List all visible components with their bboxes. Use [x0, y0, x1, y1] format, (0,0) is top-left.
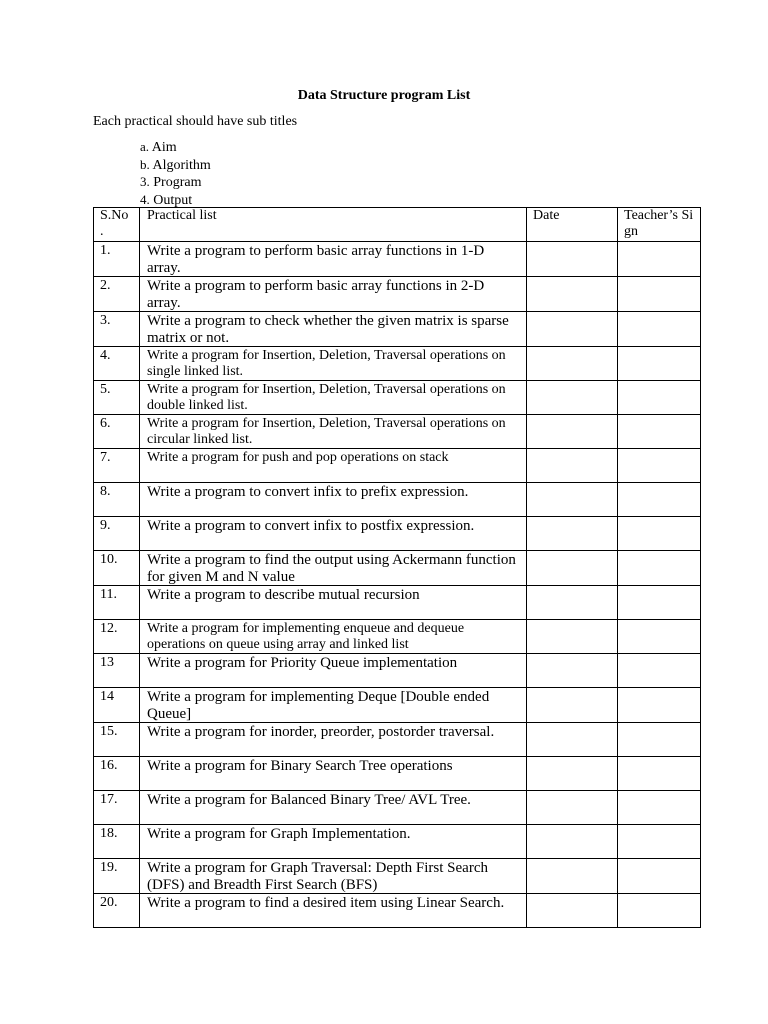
- row-practical: Write a program for implementing enqueue and dequeue operations on queue using array and linked list: [140, 620, 527, 654]
- row-sno: 1.: [94, 242, 140, 277]
- row-practical: Write a program for Binary Search Tree operations: [140, 757, 527, 791]
- row-date-cell: [527, 347, 618, 381]
- row-sign-cell: [618, 586, 701, 620]
- subtitle-marker: b.: [140, 156, 150, 172]
- row-date-cell: [527, 381, 618, 415]
- row-practical: Write a program for Priority Queue implementation: [140, 654, 527, 688]
- header-practical-list: Practical list: [140, 208, 527, 242]
- table-row: [94, 242, 701, 277]
- subtitle-item: [140, 157, 211, 175]
- row-sign-cell: [618, 654, 701, 688]
- row-practical: Write a program for Insertion, Deletion, Traversal operations on circular linked list.: [140, 415, 527, 449]
- row-sno: 10.: [94, 551, 140, 586]
- subtitle-item: [140, 139, 211, 157]
- table-row: [94, 517, 701, 551]
- subtitle-marker: 4.: [140, 192, 150, 208]
- row-date-cell: [527, 312, 618, 347]
- row-sno: 8.: [94, 483, 140, 517]
- row-practical: Write a program to perform basic array functions in 2-D array.: [140, 277, 527, 312]
- table-row: [94, 825, 701, 859]
- subtitle-marker: a.: [140, 139, 150, 154]
- row-sign-cell: [618, 277, 701, 312]
- row-practical: Write a program for push and pop operations on stack: [140, 449, 527, 483]
- row-date-cell: [527, 688, 618, 723]
- row-sign-cell: [618, 723, 701, 757]
- subtitle-marker: 3.: [140, 174, 150, 190]
- header-date: Date: [527, 208, 618, 242]
- table-header-row: [94, 208, 701, 242]
- row-sign-cell: [618, 381, 701, 415]
- row-sno: 14: [94, 688, 140, 723]
- row-practical: Write a program for Graph Implementation.: [140, 825, 527, 859]
- row-practical: Write a program to find a desired item using Linear Search.: [140, 894, 527, 928]
- row-practical: Write a program for Insertion, Deletion, Traversal operations on single linked list.: [140, 347, 527, 381]
- row-sno: 2.: [94, 277, 140, 312]
- row-practical: Write a program to find the output using Ackermann function for given M and N value: [140, 551, 527, 586]
- row-sign-cell: [618, 620, 701, 654]
- row-practical: Write a program for implementing Deque [Double ended Queue]: [140, 688, 527, 723]
- row-date-cell: [527, 415, 618, 449]
- row-sign-cell: [618, 688, 701, 723]
- row-date-cell: [527, 620, 618, 654]
- row-date-cell: [527, 517, 618, 551]
- practical-list-table: [93, 207, 701, 928]
- row-sign-cell: [618, 551, 701, 586]
- table-row: [94, 791, 701, 825]
- subtitle-text: Aim: [151, 140, 177, 155]
- table-row: [94, 381, 701, 415]
- row-date-cell: [527, 894, 618, 928]
- row-sno: 20.: [94, 894, 140, 928]
- row-sno: 19.: [94, 859, 140, 894]
- row-sno: 18.: [94, 825, 140, 859]
- row-practical: Write a program for Insertion, Deletion, Traversal operations on double linked list.: [140, 381, 527, 415]
- row-sno: 13: [94, 654, 140, 688]
- row-practical: Write a program to perform basic array functions in 1-D array.: [140, 242, 527, 277]
- row-date-cell: [527, 483, 618, 517]
- row-sno: 12.: [94, 620, 140, 654]
- table-row: [94, 859, 701, 894]
- row-practical: Write a program for Balanced Binary Tree/ AVL Tree.: [140, 791, 527, 825]
- row-sno: 5.: [94, 381, 140, 415]
- subtitle-text: Program: [153, 175, 202, 191]
- row-sign-cell: [618, 517, 701, 551]
- header-teacher-sign: Teacher’s Sign: [618, 208, 701, 242]
- row-sign-cell: [618, 825, 701, 859]
- header-sno: S.No .: [94, 208, 140, 242]
- row-sno: 9.: [94, 517, 140, 551]
- subtitle-text: Algorithm: [152, 157, 211, 173]
- table-row: [94, 449, 701, 483]
- row-practical: Write a program for Graph Traversal: Depth First Search (DFS) and Breadth First Search (BFS): [140, 859, 527, 894]
- table-row: [94, 586, 701, 620]
- row-date-cell: [527, 757, 618, 791]
- table-row: [94, 654, 701, 688]
- row-practical: Write a program to convert infix to postfix expression.: [140, 517, 527, 551]
- row-sign-cell: [618, 757, 701, 791]
- table-row: [94, 483, 701, 517]
- row-sign-cell: [618, 312, 701, 347]
- row-date-cell: [527, 277, 618, 312]
- row-sign-cell: [618, 483, 701, 517]
- table-row: [94, 688, 701, 723]
- table-row: [94, 551, 701, 586]
- row-sno: 16.: [94, 757, 140, 791]
- row-practical: Write a program to check whether the given matrix is sparse matrix or not.: [140, 312, 527, 347]
- row-sign-cell: [618, 859, 701, 894]
- row-sign-cell: [618, 449, 701, 483]
- intro-text: Each practical should have sub titles: [93, 114, 298, 129]
- table-row: [94, 312, 701, 347]
- row-sign-cell: [618, 415, 701, 449]
- row-date-cell: [527, 723, 618, 757]
- row-sign-cell: [618, 347, 701, 381]
- row-practical: Write a program for inorder, preorder, postorder traversal.: [140, 723, 527, 757]
- row-date-cell: [527, 551, 618, 586]
- row-date-cell: [527, 586, 618, 620]
- row-sign-cell: [618, 242, 701, 277]
- row-date-cell: [527, 242, 618, 277]
- table-row: [94, 415, 701, 449]
- row-practical: Write a program to convert infix to prefix expression.: [140, 483, 527, 517]
- row-date-cell: [527, 654, 618, 688]
- subtitle-list: [140, 139, 211, 210]
- row-date-cell: [527, 825, 618, 859]
- table-row: [94, 620, 701, 654]
- row-sno: 15.: [94, 723, 140, 757]
- row-date-cell: [527, 449, 618, 483]
- table-row: [94, 277, 701, 312]
- row-practical: Write a program to describe mutual recursion: [140, 586, 527, 620]
- row-date-cell: [527, 791, 618, 825]
- subtitle-text: Output: [153, 193, 193, 209]
- page-title: Data Structure program List: [297, 88, 471, 103]
- table-row: [94, 723, 701, 757]
- row-sign-cell: [618, 791, 701, 825]
- row-date-cell: [527, 859, 618, 894]
- table-row: [94, 894, 701, 928]
- row-sno: 3.: [94, 312, 140, 347]
- row-sno: 11.: [94, 586, 140, 620]
- subtitle-item: [140, 174, 211, 192]
- row-sno: 6.: [94, 415, 140, 449]
- row-sign-cell: [618, 894, 701, 928]
- row-sno: 7.: [94, 449, 140, 483]
- row-sno: 17.: [94, 791, 140, 825]
- table-row: [94, 757, 701, 791]
- table-row: [94, 347, 701, 381]
- row-sno: 4.: [94, 347, 140, 381]
